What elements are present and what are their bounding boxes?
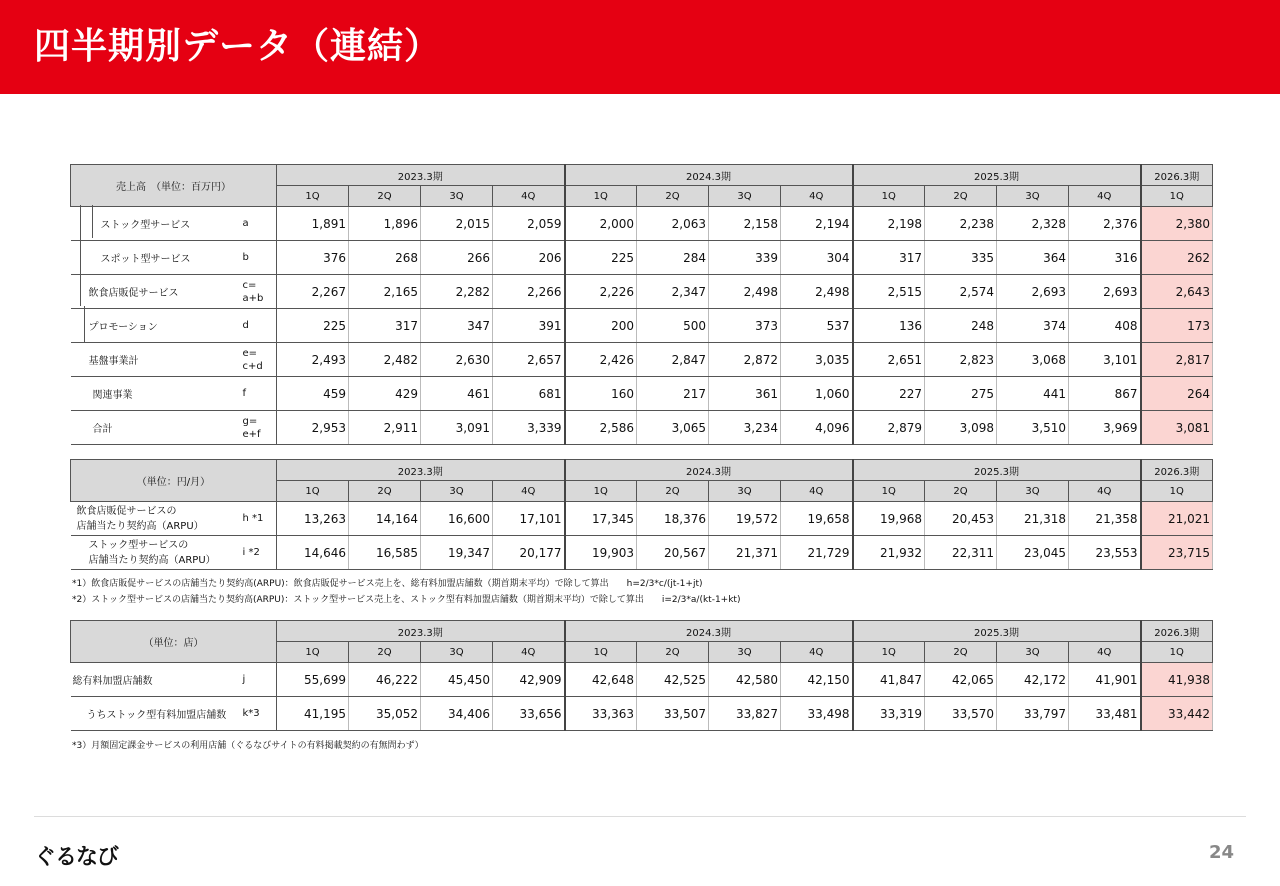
row-code-line: b — [242, 252, 249, 263]
value-cell: 17,101 — [493, 502, 565, 536]
row-code-line: a+b — [242, 292, 264, 304]
value-cell: 2,328 — [997, 207, 1069, 241]
value-cell: 248 — [925, 309, 997, 343]
footnote: *1）飲食店販促サービスの店舗当たり契約高(ARPU)：飲食店販促サービス売上を、総有料加盟店舗数（期首期末平均）で除して算出 h=2/3*c/(jt-1+jt) — [72, 579, 703, 589]
value-cell: 20,177 — [493, 536, 565, 570]
value-cell: 374 — [997, 309, 1069, 343]
row-code-line: a — [242, 218, 249, 229]
value-cell: 376 — [277, 241, 349, 275]
value-cell: 33,363 — [565, 697, 637, 731]
quarter-header: 2Q — [637, 186, 709, 207]
value-cell: 429 — [349, 377, 421, 411]
value-cell: 1,896 — [349, 207, 421, 241]
table-row — [71, 275, 1213, 309]
value-cell: 2,823 — [925, 343, 997, 377]
value-cell: 2,426 — [565, 343, 637, 377]
value-cell: 2,267 — [277, 275, 349, 309]
table-row — [71, 502, 1213, 536]
value-cell: 34,406 — [421, 697, 493, 731]
value-cell: 42,909 — [493, 663, 565, 697]
value-cell: 408 — [1069, 309, 1141, 343]
value-cell: 275 — [925, 377, 997, 411]
fy-header: 2025.3期 — [853, 621, 1141, 642]
quarter-header: 3Q — [709, 186, 781, 207]
quarter-header: 1Q — [1141, 481, 1213, 502]
fy-header: 2023.3期 — [277, 621, 565, 642]
quarter-header: 2Q — [637, 642, 709, 663]
table-row — [71, 207, 1213, 241]
value-cell: 33,656 — [493, 697, 565, 731]
fy-header: 2026.3期 — [1141, 460, 1213, 481]
value-cell: 33,507 — [637, 697, 709, 731]
value-cell: 364 — [997, 241, 1069, 275]
value-cell: 2,493 — [277, 343, 349, 377]
value-cell: 2,282 — [421, 275, 493, 309]
value-cell: 160 — [565, 377, 637, 411]
value-cell: 2,059 — [493, 207, 565, 241]
row-code-line: h *1 — [242, 513, 264, 524]
value-cell: 21,318 — [997, 502, 1069, 536]
fy-header: 2024.3期 — [565, 621, 853, 642]
value-cell: 361 — [709, 377, 781, 411]
value-cell: 316 — [1069, 241, 1141, 275]
value-cell: 2,953 — [277, 411, 349, 445]
row-code-line: d — [242, 320, 249, 331]
value-cell: 19,903 — [565, 536, 637, 570]
value-cell: 42,065 — [925, 663, 997, 697]
value-cell: 2,482 — [349, 343, 421, 377]
value-cell: 55,699 — [277, 663, 349, 697]
value-cell: 23,715 — [1141, 536, 1213, 570]
value-cell: 206 — [493, 241, 565, 275]
value-cell: 217 — [637, 377, 709, 411]
table-row — [71, 411, 1213, 445]
quarter-header: 2Q — [349, 186, 421, 207]
value-cell: 2,586 — [565, 411, 637, 445]
quarter-header: 1Q — [1141, 186, 1213, 207]
row-code-line: g= — [242, 415, 258, 427]
value-cell: 33,827 — [709, 697, 781, 731]
value-cell: 22,311 — [925, 536, 997, 570]
value-cell: 2,376 — [1069, 207, 1141, 241]
row-label: うちストック型有料加盟店舗数 — [71, 697, 243, 731]
row-code-line: k*3 — [242, 708, 260, 719]
value-cell: 2,226 — [565, 275, 637, 309]
value-cell: 2,198 — [853, 207, 925, 241]
row-code — [243, 275, 277, 309]
value-cell: 3,068 — [997, 343, 1069, 377]
value-cell: 335 — [925, 241, 997, 275]
row-label-line: ストック型サービスの — [88, 539, 189, 551]
revenue-table — [70, 164, 1213, 445]
quarter-header: 4Q — [1069, 642, 1141, 663]
value-cell: 13,263 — [277, 502, 349, 536]
quarter-header: 2Q — [349, 481, 421, 502]
row-label-line: 店舗当たり契約高（ARPU） — [76, 520, 204, 532]
quarter-header: 2Q — [925, 481, 997, 502]
value-cell: 2,872 — [709, 343, 781, 377]
value-cell: 3,098 — [925, 411, 997, 445]
quarter-header: 1Q — [1141, 642, 1213, 663]
value-cell: 2,238 — [925, 207, 997, 241]
fy-header-row — [71, 165, 1213, 186]
table-row — [71, 343, 1213, 377]
company-logo: ぐるなび — [34, 845, 119, 870]
table-row — [71, 309, 1213, 343]
value-cell: 2,657 — [493, 343, 565, 377]
value-cell: 2,165 — [349, 275, 421, 309]
value-cell: 2,911 — [349, 411, 421, 445]
quarter-header: 2Q — [925, 186, 997, 207]
row-code-line: e+f — [242, 428, 261, 440]
footnote: *3）月額固定課金サービスの利用店舗（ぐるなびサイトの有料掲載契約の有無問わず） — [72, 741, 424, 751]
title-banner — [0, 0, 1280, 94]
value-cell: 867 — [1069, 377, 1141, 411]
value-cell: 14,164 — [349, 502, 421, 536]
footnote: *2）ストック型サービスの店舗当たり契約高(ARPU)：ストック型サービス売上を、ストック型有料加盟店舗数（期首期末平均）で除して算出 i=2/3*a/(kt-1+kt) — [72, 595, 741, 605]
value-cell: 23,045 — [997, 536, 1069, 570]
row-code — [243, 536, 277, 570]
row-label-line: 店舗当たり契約高（ARPU） — [88, 554, 216, 566]
value-cell: 21,729 — [781, 536, 853, 570]
fy-header-row — [71, 460, 1213, 481]
fy-header: 2024.3期 — [565, 460, 853, 481]
quarter-header: 1Q — [565, 186, 637, 207]
value-cell: 33,442 — [1141, 697, 1213, 731]
row-label: 総有料加盟店舗数 — [71, 663, 243, 697]
fy-header: 2023.3期 — [277, 460, 565, 481]
value-cell: 2,879 — [853, 411, 925, 445]
value-cell: 46,222 — [349, 663, 421, 697]
quarter-header: 3Q — [709, 481, 781, 502]
value-cell: 2,847 — [637, 343, 709, 377]
value-cell: 3,510 — [997, 411, 1069, 445]
value-cell: 537 — [781, 309, 853, 343]
value-cell: 2,817 — [1141, 343, 1213, 377]
row-code — [243, 502, 277, 536]
value-cell: 3,969 — [1069, 411, 1141, 445]
value-cell: 2,630 — [421, 343, 493, 377]
table-row — [71, 377, 1213, 411]
value-cell: 20,453 — [925, 502, 997, 536]
value-cell: 2,380 — [1141, 207, 1213, 241]
value-cell: 41,901 — [1069, 663, 1141, 697]
value-cell: 339 — [709, 241, 781, 275]
hierarchy-line — [80, 205, 81, 306]
value-cell: 2,498 — [781, 275, 853, 309]
row-code — [243, 377, 277, 411]
table-corner-label: （単位：円/月） — [71, 460, 277, 502]
quarter-header: 3Q — [421, 186, 493, 207]
value-cell: 42,580 — [709, 663, 781, 697]
value-cell: 391 — [493, 309, 565, 343]
row-code-line: j — [242, 674, 246, 685]
value-cell: 33,498 — [781, 697, 853, 731]
value-cell: 2,498 — [709, 275, 781, 309]
row-label: スポット型サービス — [71, 241, 243, 275]
page-number: 24 — [1208, 842, 1234, 863]
value-cell: 35,052 — [349, 697, 421, 731]
value-cell: 16,600 — [421, 502, 493, 536]
value-cell: 33,797 — [997, 697, 1069, 731]
value-cell: 262 — [1141, 241, 1213, 275]
value-cell: 3,101 — [1069, 343, 1141, 377]
row-label — [71, 536, 243, 570]
row-code-line: i *2 — [242, 547, 260, 558]
row-label: 飲食店販促サービス — [71, 275, 243, 309]
value-cell: 500 — [637, 309, 709, 343]
quarter-header: 3Q — [421, 481, 493, 502]
value-cell: 1,891 — [277, 207, 349, 241]
row-label: プロモーション — [71, 309, 243, 343]
quarter-header: 1Q — [565, 481, 637, 502]
table-row — [71, 536, 1213, 570]
fy-header: 2026.3期 — [1141, 621, 1213, 642]
quarter-header: 1Q — [853, 186, 925, 207]
quarter-header: 4Q — [781, 186, 853, 207]
value-cell: 3,234 — [709, 411, 781, 445]
value-cell: 173 — [1141, 309, 1213, 343]
value-cell: 317 — [853, 241, 925, 275]
value-cell: 21,358 — [1069, 502, 1141, 536]
value-cell: 2,015 — [421, 207, 493, 241]
table-row — [71, 697, 1213, 731]
row-code — [243, 697, 277, 731]
value-cell: 21,021 — [1141, 502, 1213, 536]
fy-header-row — [71, 621, 1213, 642]
quarter-header: 3Q — [997, 186, 1069, 207]
row-label: 基盤事業計 — [71, 343, 243, 377]
value-cell: 284 — [637, 241, 709, 275]
row-label — [71, 502, 243, 536]
value-cell: 2,643 — [1141, 275, 1213, 309]
value-cell: 2,515 — [853, 275, 925, 309]
fy-header: 2024.3期 — [565, 165, 853, 186]
quarter-header: 4Q — [1069, 481, 1141, 502]
value-cell: 14,646 — [277, 536, 349, 570]
value-cell: 227 — [853, 377, 925, 411]
value-cell: 42,648 — [565, 663, 637, 697]
value-cell: 347 — [421, 309, 493, 343]
value-cell: 2,693 — [1069, 275, 1141, 309]
value-cell: 304 — [781, 241, 853, 275]
row-label-line: 飲食店販促サービスの — [76, 505, 177, 517]
row-code — [243, 241, 277, 275]
value-cell: 441 — [997, 377, 1069, 411]
value-cell: 42,150 — [781, 663, 853, 697]
row-code — [243, 207, 277, 241]
row-code-line: e= — [242, 347, 258, 359]
value-cell: 21,371 — [709, 536, 781, 570]
quarter-header: 4Q — [1069, 186, 1141, 207]
value-cell: 41,195 — [277, 697, 349, 731]
quarter-header: 3Q — [421, 642, 493, 663]
value-cell: 19,658 — [781, 502, 853, 536]
quarter-header: 1Q — [277, 481, 349, 502]
quarter-header: 1Q — [853, 481, 925, 502]
row-code — [243, 663, 277, 697]
value-cell: 19,572 — [709, 502, 781, 536]
table-corner-label: 売上高 （単位：百万円） — [71, 165, 277, 207]
quarter-header: 4Q — [781, 481, 853, 502]
quarter-header: 1Q — [277, 642, 349, 663]
row-code-line: f — [242, 388, 247, 399]
value-cell: 459 — [277, 377, 349, 411]
value-cell: 136 — [853, 309, 925, 343]
value-cell: 33,319 — [853, 697, 925, 731]
value-cell: 42,172 — [997, 663, 1069, 697]
row-code — [243, 343, 277, 377]
value-cell: 3,035 — [781, 343, 853, 377]
fy-header: 2023.3期 — [277, 165, 565, 186]
value-cell: 19,968 — [853, 502, 925, 536]
value-cell: 264 — [1141, 377, 1213, 411]
hierarchy-line — [92, 205, 93, 238]
quarter-header: 2Q — [925, 642, 997, 663]
value-cell: 268 — [349, 241, 421, 275]
value-cell: 33,570 — [925, 697, 997, 731]
fy-header: 2025.3期 — [853, 165, 1141, 186]
quarter-header: 2Q — [637, 481, 709, 502]
table-row — [71, 663, 1213, 697]
value-cell: 3,091 — [421, 411, 493, 445]
quarter-header: 1Q — [853, 642, 925, 663]
hierarchy-line — [84, 306, 85, 342]
value-cell: 2,347 — [637, 275, 709, 309]
value-cell: 200 — [565, 309, 637, 343]
row-code-line: c= — [242, 279, 257, 291]
value-cell: 23,553 — [1069, 536, 1141, 570]
row-label: ストック型サービス — [71, 207, 243, 241]
quarter-header: 4Q — [493, 186, 565, 207]
value-cell: 41,847 — [853, 663, 925, 697]
value-cell: 2,158 — [709, 207, 781, 241]
value-cell: 225 — [565, 241, 637, 275]
value-cell: 20,567 — [637, 536, 709, 570]
footer-divider — [34, 816, 1246, 817]
value-cell: 1,060 — [781, 377, 853, 411]
row-code — [243, 309, 277, 343]
value-cell: 41,938 — [1141, 663, 1213, 697]
value-cell: 2,651 — [853, 343, 925, 377]
value-cell: 18,376 — [637, 502, 709, 536]
value-cell: 317 — [349, 309, 421, 343]
quarter-header: 3Q — [997, 642, 1069, 663]
value-cell: 19,347 — [421, 536, 493, 570]
arpu-table — [70, 459, 1213, 570]
quarter-header: 4Q — [781, 642, 853, 663]
fy-header: 2025.3期 — [853, 460, 1141, 481]
value-cell: 2,194 — [781, 207, 853, 241]
quarter-header: 4Q — [493, 642, 565, 663]
store-count-table — [70, 620, 1213, 731]
value-cell: 3,339 — [493, 411, 565, 445]
value-cell: 225 — [277, 309, 349, 343]
value-cell: 2,693 — [997, 275, 1069, 309]
value-cell: 373 — [709, 309, 781, 343]
quarter-header: 1Q — [565, 642, 637, 663]
value-cell: 42,525 — [637, 663, 709, 697]
value-cell: 681 — [493, 377, 565, 411]
value-cell: 3,065 — [637, 411, 709, 445]
fy-header: 2026.3期 — [1141, 165, 1213, 186]
value-cell: 266 — [421, 241, 493, 275]
value-cell: 4,096 — [781, 411, 853, 445]
table-corner-label: （単位：店） — [71, 621, 277, 663]
quarter-header: 4Q — [493, 481, 565, 502]
row-code-line: c+d — [242, 360, 263, 372]
row-label: 合計 — [71, 411, 243, 445]
value-cell: 16,585 — [349, 536, 421, 570]
value-cell: 45,450 — [421, 663, 493, 697]
value-cell: 461 — [421, 377, 493, 411]
table-row — [71, 241, 1213, 275]
quarter-header: 3Q — [997, 481, 1069, 502]
quarter-header: 3Q — [709, 642, 781, 663]
value-cell: 3,081 — [1141, 411, 1213, 445]
value-cell: 17,345 — [565, 502, 637, 536]
value-cell: 2,000 — [565, 207, 637, 241]
value-cell: 2,266 — [493, 275, 565, 309]
value-cell: 2,063 — [637, 207, 709, 241]
row-label: 関連事業 — [71, 377, 243, 411]
row-code — [243, 411, 277, 445]
page-title: 四半期別データ（連結） — [34, 26, 442, 67]
value-cell: 33,481 — [1069, 697, 1141, 731]
quarter-header: 1Q — [277, 186, 349, 207]
quarter-header: 2Q — [349, 642, 421, 663]
value-cell: 2,574 — [925, 275, 997, 309]
value-cell: 21,932 — [853, 536, 925, 570]
